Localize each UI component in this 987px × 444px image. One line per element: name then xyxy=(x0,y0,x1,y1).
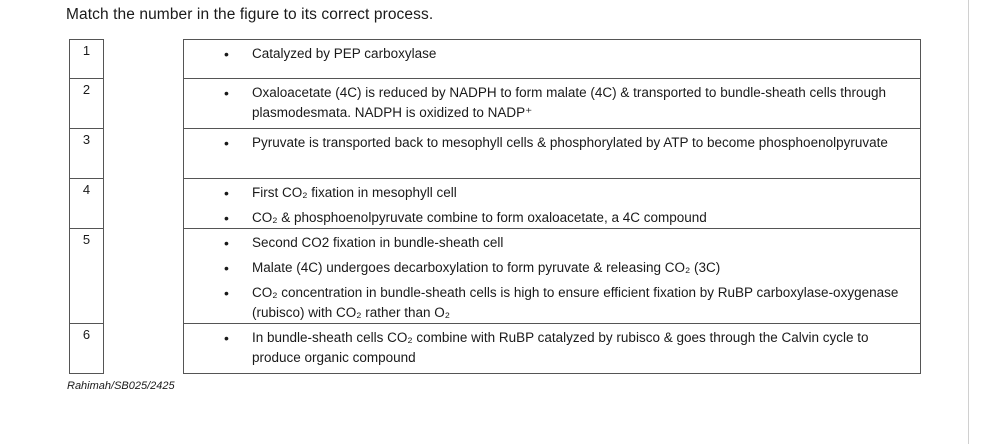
process-item xyxy=(184,208,920,228)
process-cell-5 xyxy=(183,229,921,324)
process-cell-3 xyxy=(183,129,921,179)
instruction-heading: Match the number in the figure to its correct process. xyxy=(66,6,434,23)
process-column xyxy=(183,39,921,374)
bullet-icon: • xyxy=(224,285,229,301)
process-text: CO₂ & phosphoenolpyruvate combine to form oxaloacetate, a 4C compound xyxy=(252,210,707,225)
author-credit: Rahimah/SB025/2425 xyxy=(67,380,175,392)
process-text: Oxaloacetate (4C) is reduced by NADPH to form malate (4C) & transported to bundle-sheath cells through plasmodesmata. NADPH is oxidized to NADP⁺ xyxy=(252,85,887,120)
number-cell-3: 3 xyxy=(69,129,104,179)
process-item xyxy=(184,83,920,123)
process-text: Catalyzed by PEP carboxylase xyxy=(252,46,437,61)
bullet-icon: • xyxy=(224,46,229,62)
process-item xyxy=(184,44,920,64)
bullet-icon: • xyxy=(224,260,229,276)
process-item xyxy=(184,133,920,153)
bullet-icon: • xyxy=(224,185,229,201)
number-cell-4: 4 xyxy=(69,179,104,229)
page-edge-divider xyxy=(968,0,969,444)
process-item xyxy=(184,233,920,253)
process-cell-6 xyxy=(183,324,921,374)
process-text: First CO₂ fixation in mesophyll cell xyxy=(252,185,457,200)
process-text: In bundle-sheath cells CO₂ combine with RuBP catalyzed by rubisco & goes through the Calvin cycle to produce organic compound xyxy=(252,330,869,365)
number-cell-1: 1 xyxy=(69,39,104,79)
process-item xyxy=(184,183,920,203)
number-cell-2: 2 xyxy=(69,79,104,129)
process-item xyxy=(184,258,920,278)
process-cell-1 xyxy=(183,39,921,79)
process-text: Pyruvate is transported back to mesophyll cells & phosphorylated by ATP to become phosphoenolpyruvate xyxy=(252,135,888,150)
bullet-icon: • xyxy=(224,85,229,101)
number-cell-5: 5 xyxy=(69,229,104,324)
bullet-icon: • xyxy=(224,235,229,251)
number-column xyxy=(69,39,104,374)
process-item xyxy=(184,328,920,368)
process-cell-4 xyxy=(183,179,921,229)
process-cell-2 xyxy=(183,79,921,129)
bullet-icon: • xyxy=(224,210,229,226)
process-text: CO₂ concentration in bundle-sheath cells is high to ensure efficient fixation by RuBP carboxylase-oxygenase (rubisco) with CO₂ rather than O₂ xyxy=(252,285,899,320)
number-cell-6: 6 xyxy=(69,324,104,374)
bullet-icon: • xyxy=(224,135,229,151)
bullet-icon: • xyxy=(224,330,229,346)
process-text: Malate (4C) undergoes decarboxylation to form pyruvate & releasing CO₂ (3C) xyxy=(252,260,721,275)
process-item xyxy=(184,283,920,323)
process-text: Second CO2 fixation in bundle-sheath cell xyxy=(252,235,504,250)
